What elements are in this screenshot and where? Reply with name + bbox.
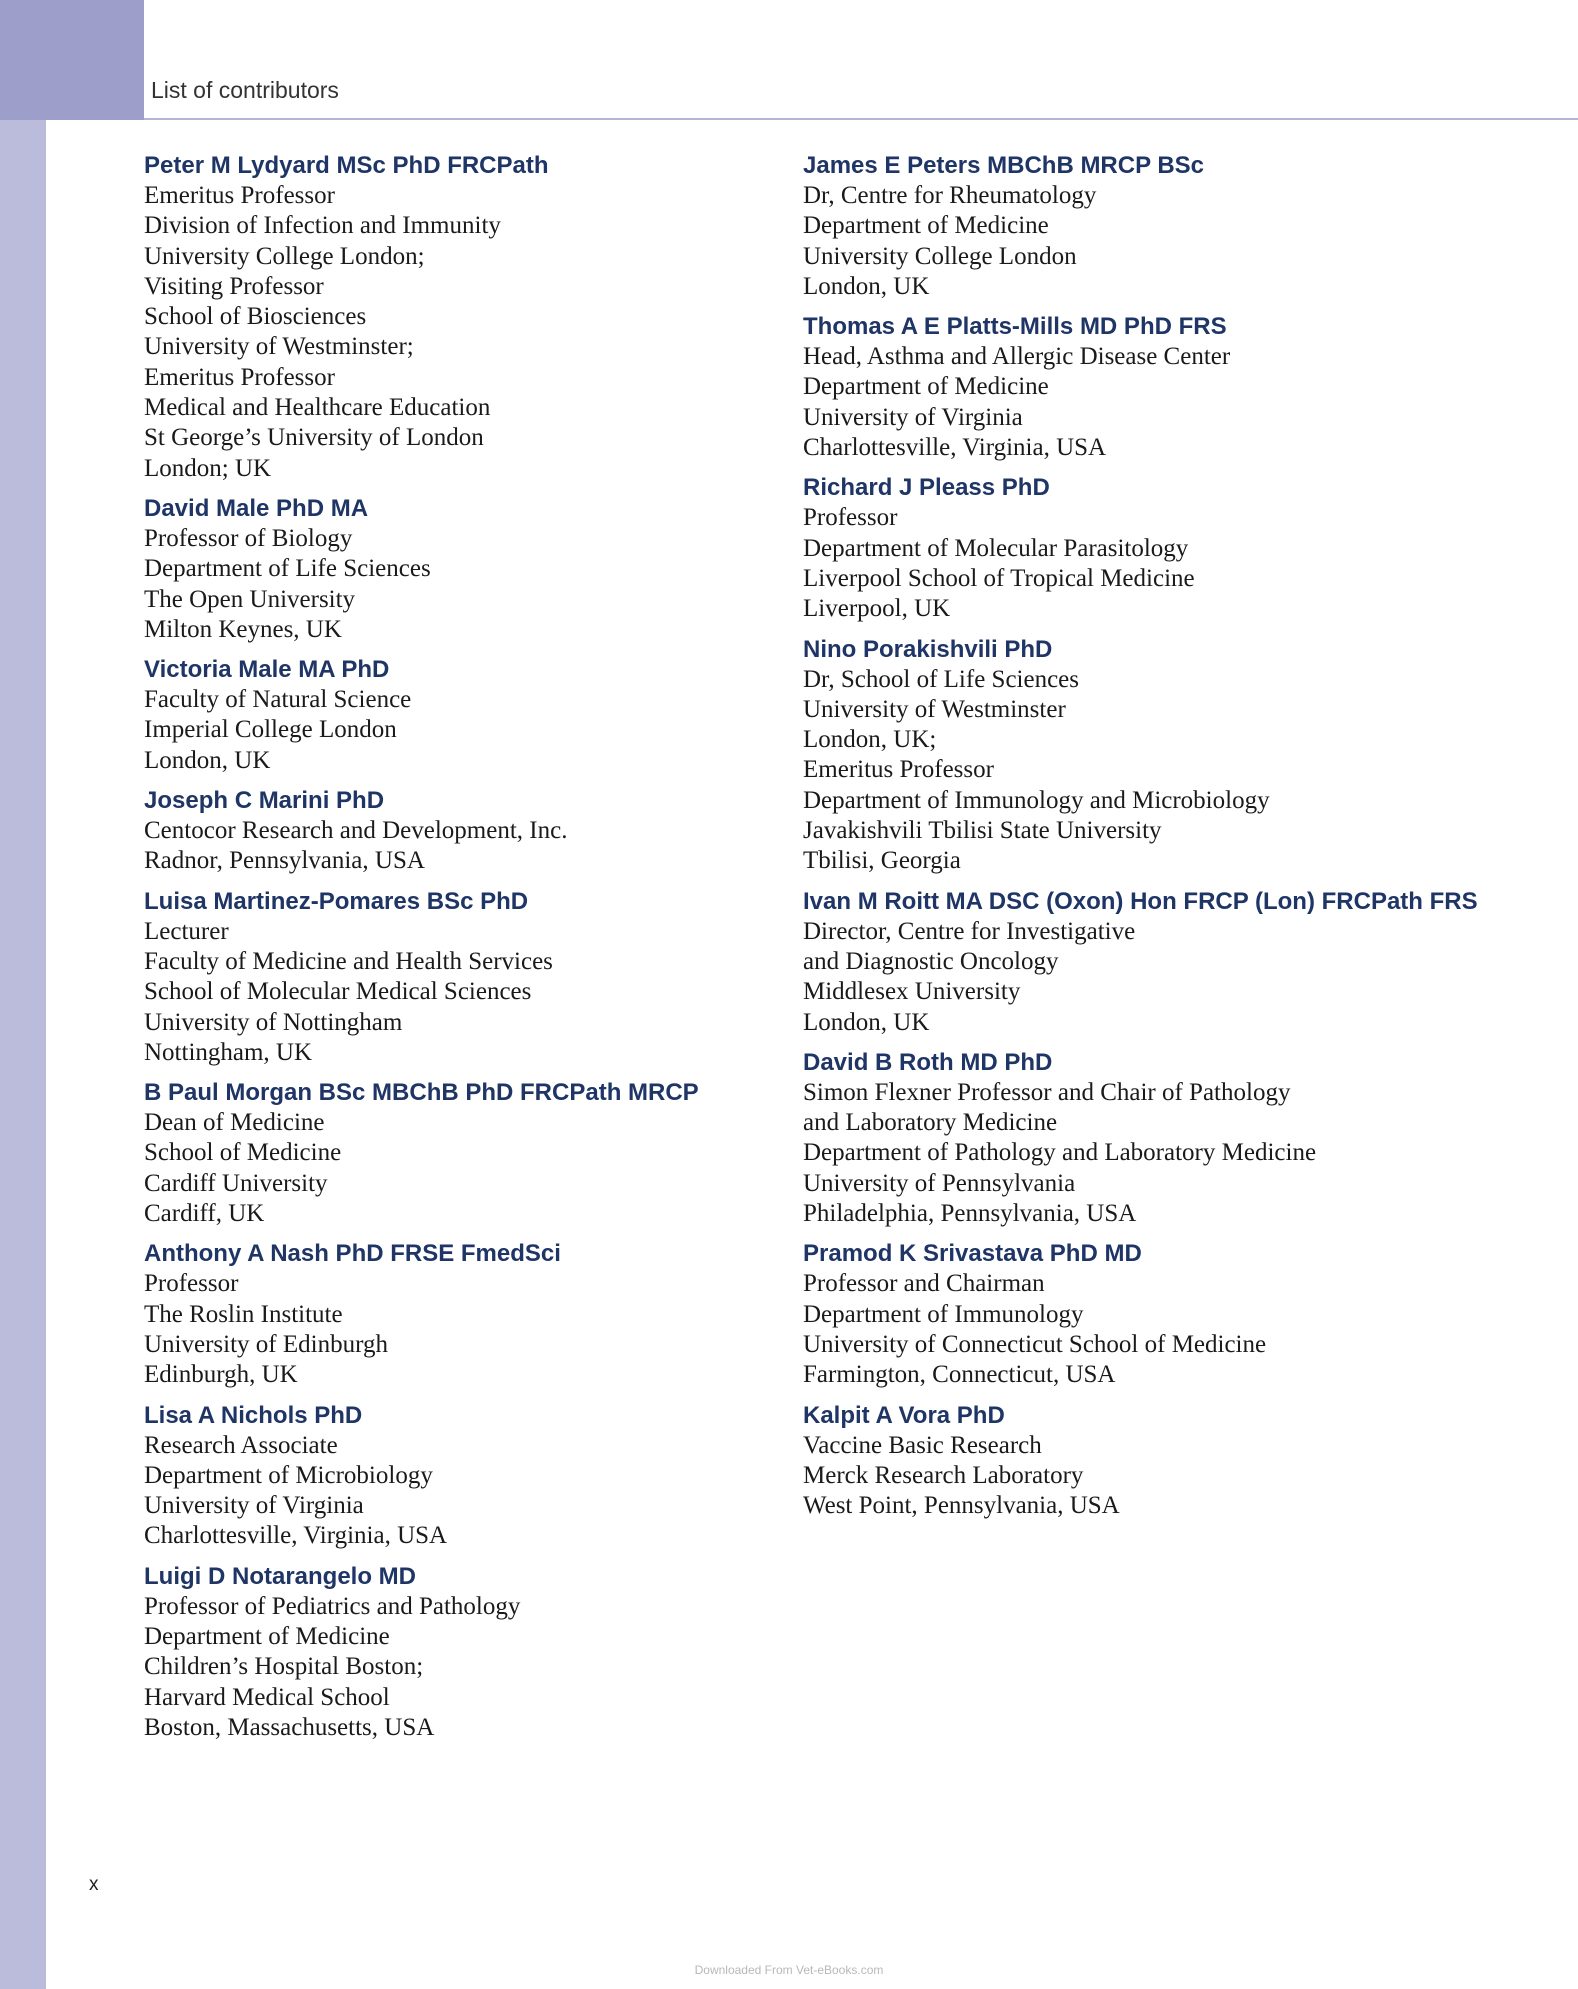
contributor-affiliation-line: University of Connecticut School of Medicine: [803, 1330, 1267, 1358]
contributor-affiliation-line: Medical and Healthcare Education: [144, 394, 491, 422]
contributor-affiliation-line: Cardiff, UK: [144, 1200, 265, 1228]
contributor-affiliation-line: University of Pennsylvania: [803, 1169, 1076, 1197]
contributor-entry: [803, 1401, 1503, 1522]
contributor-affiliation-line: Tbilisi, Georgia: [803, 847, 961, 875]
contributor-affiliation-line: London, UK: [803, 272, 930, 300]
contributor-affiliation-line: Department of Pathology and Laboratory Medicine: [803, 1139, 1317, 1167]
contributor-affiliation-line: Dr, Centre for Rheumatology: [803, 182, 1097, 209]
contributor-affiliation-line: Nottingham, UK: [144, 1038, 313, 1066]
contributor-affiliation-line: School of Medicine: [144, 1139, 342, 1167]
contributor-name: Anthony A Nash PhD FRSE FmedSci: [144, 1240, 561, 1268]
contributor-affiliation-line: Boston, Massachusetts, USA: [144, 1713, 435, 1741]
contributors-right-column: [803, 151, 1503, 1531]
contributor-affiliation-line: Director, Centre for Investigative: [803, 917, 1136, 945]
contributor-affiliation-line: Imperial College London: [144, 716, 397, 744]
contributor-affiliation-line: Cardiff University: [144, 1169, 328, 1197]
contributor-affiliation-line: Head, Asthma and Allergic Disease Center: [803, 343, 1231, 371]
contributor-affiliation-line: Dr, School of Life Sciences: [803, 665, 1080, 693]
contributor-affiliation-line: London, UK;: [803, 726, 937, 754]
contributor-affiliation-line: Professor of Biology: [144, 524, 353, 552]
contributor-affiliation-line: Department of Medicine: [803, 212, 1049, 240]
contributor-name: Thomas A E Platts-Mills MD PhD FRS: [803, 313, 1227, 341]
contributor-affiliation-line: School of Biosciences: [144, 303, 367, 331]
contributor-name: Victoria Male MA PhD: [144, 656, 390, 684]
contributor-affiliation-line: Harvard Medical School: [144, 1683, 390, 1711]
contributor-affiliation-line: University College London: [803, 242, 1077, 270]
contributor-affiliation-line: Lecturer: [144, 917, 229, 945]
contributor-affiliation-line: Department of Medicine: [144, 1622, 390, 1650]
contributor-affiliation-line: Faculty of Medicine and Health Services: [144, 947, 553, 975]
contributor-affiliation-line: Emeritus Professor: [144, 363, 335, 391]
contributor-entry: [803, 635, 1503, 877]
contributor-name: Joseph C Marini PhD: [144, 787, 385, 815]
contributor-affiliation-line: London, UK: [144, 746, 271, 774]
contributor-name: Ivan M Roitt MA DSC (Oxon) Hon FRCP (Lon) FRCPath FRS: [803, 887, 1478, 915]
contributor-affiliation-line: Centocor Research and Development, Inc.: [144, 817, 568, 845]
contributors-left-column: [144, 151, 764, 1753]
contributor-entry: [144, 1078, 764, 1229]
contributor-affiliation-line: Department of Molecular Parasitology: [803, 534, 1189, 562]
contributor-affiliation-line: Liverpool, UK: [803, 595, 951, 623]
contributor-affiliation-line: Vaccine Basic Research: [803, 1431, 1042, 1459]
contributor-affiliation-line: Department of Medicine: [803, 373, 1049, 401]
contributor-name: Lisa A Nichols PhD: [144, 1401, 363, 1429]
contributor-entry: [144, 151, 764, 484]
contributor-affiliation-line: Emeritus Professor: [803, 756, 994, 784]
contributor-entry: [144, 1401, 764, 1552]
page-number: x: [89, 1874, 99, 1895]
contributor-affiliation-line: Liverpool School of Tropical Medicine: [803, 564, 1195, 592]
contributor-name: David B Roth MD PhD: [803, 1048, 1053, 1076]
contributor-affiliation-line: West Point, Pennsylvania, USA: [803, 1492, 1120, 1520]
contributor-affiliation-line: Children’s Hospital Boston;: [144, 1653, 424, 1681]
contributor-affiliation-line: Department of Microbiology: [144, 1461, 433, 1489]
contributor-name: Kalpit A Vora PhD: [803, 1401, 1005, 1429]
contributor-affiliation-line: University of Edinburgh: [144, 1330, 388, 1358]
contributor-affiliation-line: University of Westminster: [803, 695, 1066, 723]
contributor-affiliation-line: School of Molecular Medical Sciences: [144, 978, 532, 1006]
header-rule: [144, 118, 1578, 120]
contributor-affiliation-line: London; UK: [144, 454, 272, 482]
side-color-bar: [0, 120, 46, 1989]
contributor-entry: [144, 494, 764, 645]
contributor-name: Luigi D Notarangelo MD: [144, 1562, 416, 1590]
contributor-affiliation-line: Philadelphia, Pennsylvania, USA: [803, 1200, 1137, 1228]
contributor-affiliation-line: University of Virginia: [144, 1492, 364, 1520]
contributor-name: James E Peters MBChB MRCP BSc: [803, 152, 1205, 179]
contributor-affiliation-line: University of Virginia: [803, 403, 1023, 431]
contributor-name: David Male PhD MA: [144, 494, 369, 522]
contributor-entry: [803, 312, 1503, 463]
contributor-affiliation-line: Emeritus Professor: [144, 182, 335, 209]
contributor-entry: [144, 786, 764, 877]
contributor-name: Richard J Pleass PhD: [803, 474, 1050, 502]
contributor-entry: [144, 887, 764, 1068]
contributor-affiliation-line: Faculty of Natural Science: [144, 686, 412, 714]
contributor-affiliation-line: The Open University: [144, 585, 356, 613]
contributor-affiliation-line: University of Nottingham: [144, 1008, 403, 1036]
contributor-affiliation-line: Visiting Professor: [144, 272, 324, 300]
contributor-name: Pramod K Srivastava PhD MD: [803, 1240, 1142, 1268]
contributor-name: Nino Porakishvili PhD: [803, 635, 1053, 663]
contributor-affiliation-line: Charlottesville, Virginia, USA: [803, 434, 1107, 462]
contributor-affiliation-line: The Roslin Institute: [144, 1300, 343, 1328]
contributor-affiliation-line: Edinburgh, UK: [144, 1361, 298, 1389]
contributor-entry: [803, 151, 1503, 302]
corner-color-block: [0, 0, 144, 120]
contributor-affiliation-line: Professor: [803, 504, 898, 532]
contributor-affiliation-line: University of Westminster;: [144, 333, 414, 361]
contributor-name: Luisa Martinez-Pomares BSc PhD: [144, 887, 529, 915]
contributor-affiliation-line: Professor: [144, 1270, 239, 1298]
contributor-entry: [803, 887, 1503, 1038]
contributor-affiliation-line: Merck Research Laboratory: [803, 1461, 1084, 1489]
contributor-affiliation-line: Division of Infection and Immunity: [144, 212, 501, 240]
contributor-affiliation-line: and Diagnostic Oncology: [803, 947, 1059, 975]
contributor-affiliation-line: Department of Immunology: [803, 1300, 1084, 1328]
contributor-entry: [803, 473, 1503, 624]
contributor-entry: [803, 1239, 1503, 1390]
contributor-name: B Paul Morgan BSc MBChB PhD FRCPath MRCP: [144, 1079, 699, 1107]
contributor-affiliation-line: Department of Life Sciences: [144, 555, 431, 583]
contributor-entry: [803, 1048, 1503, 1229]
page-title: List of contributors: [151, 77, 339, 103]
contributor-entry: [144, 1239, 764, 1390]
contributor-affiliation-line: Dean of Medicine: [144, 1109, 325, 1137]
contributor-entry: [144, 655, 764, 776]
contributor-affiliation-line: Professor and Chairman: [803, 1270, 1045, 1298]
contributor-entry: [144, 1562, 764, 1743]
footer-watermark: Downloaded From Vet-eBooks.com: [694, 1963, 884, 1977]
contributor-affiliation-line: St George’s University of London: [144, 424, 484, 452]
contributor-affiliation-line: University College London;: [144, 242, 425, 270]
contributor-affiliation-line: Charlottesville, Virginia, USA: [144, 1522, 448, 1550]
contributor-affiliation-line: Radnor, Pennsylvania, USA: [144, 847, 425, 875]
contributor-affiliation-line: London, UK: [803, 1008, 930, 1036]
contributor-affiliation-line: Milton Keynes, UK: [144, 615, 342, 643]
contributor-name: Peter M Lydyard MSc PhD FRCPath: [144, 152, 549, 179]
contributor-affiliation-line: Farmington, Connecticut, USA: [803, 1361, 1116, 1389]
contributor-affiliation-line: Department of Immunology and Microbiology: [803, 786, 1270, 814]
contributor-affiliation-line: Middlesex University: [803, 978, 1021, 1006]
contributor-affiliation-line: Professor of Pediatrics and Pathology: [144, 1592, 521, 1620]
contributor-affiliation-line: and Laboratory Medicine: [803, 1109, 1058, 1137]
contributor-affiliation-line: Research Associate: [144, 1431, 338, 1459]
contributor-affiliation-line: Simon Flexner Professor and Chair of Pathology: [803, 1078, 1291, 1106]
contributor-affiliation-line: Javakishvili Tbilisi State University: [803, 817, 1162, 845]
